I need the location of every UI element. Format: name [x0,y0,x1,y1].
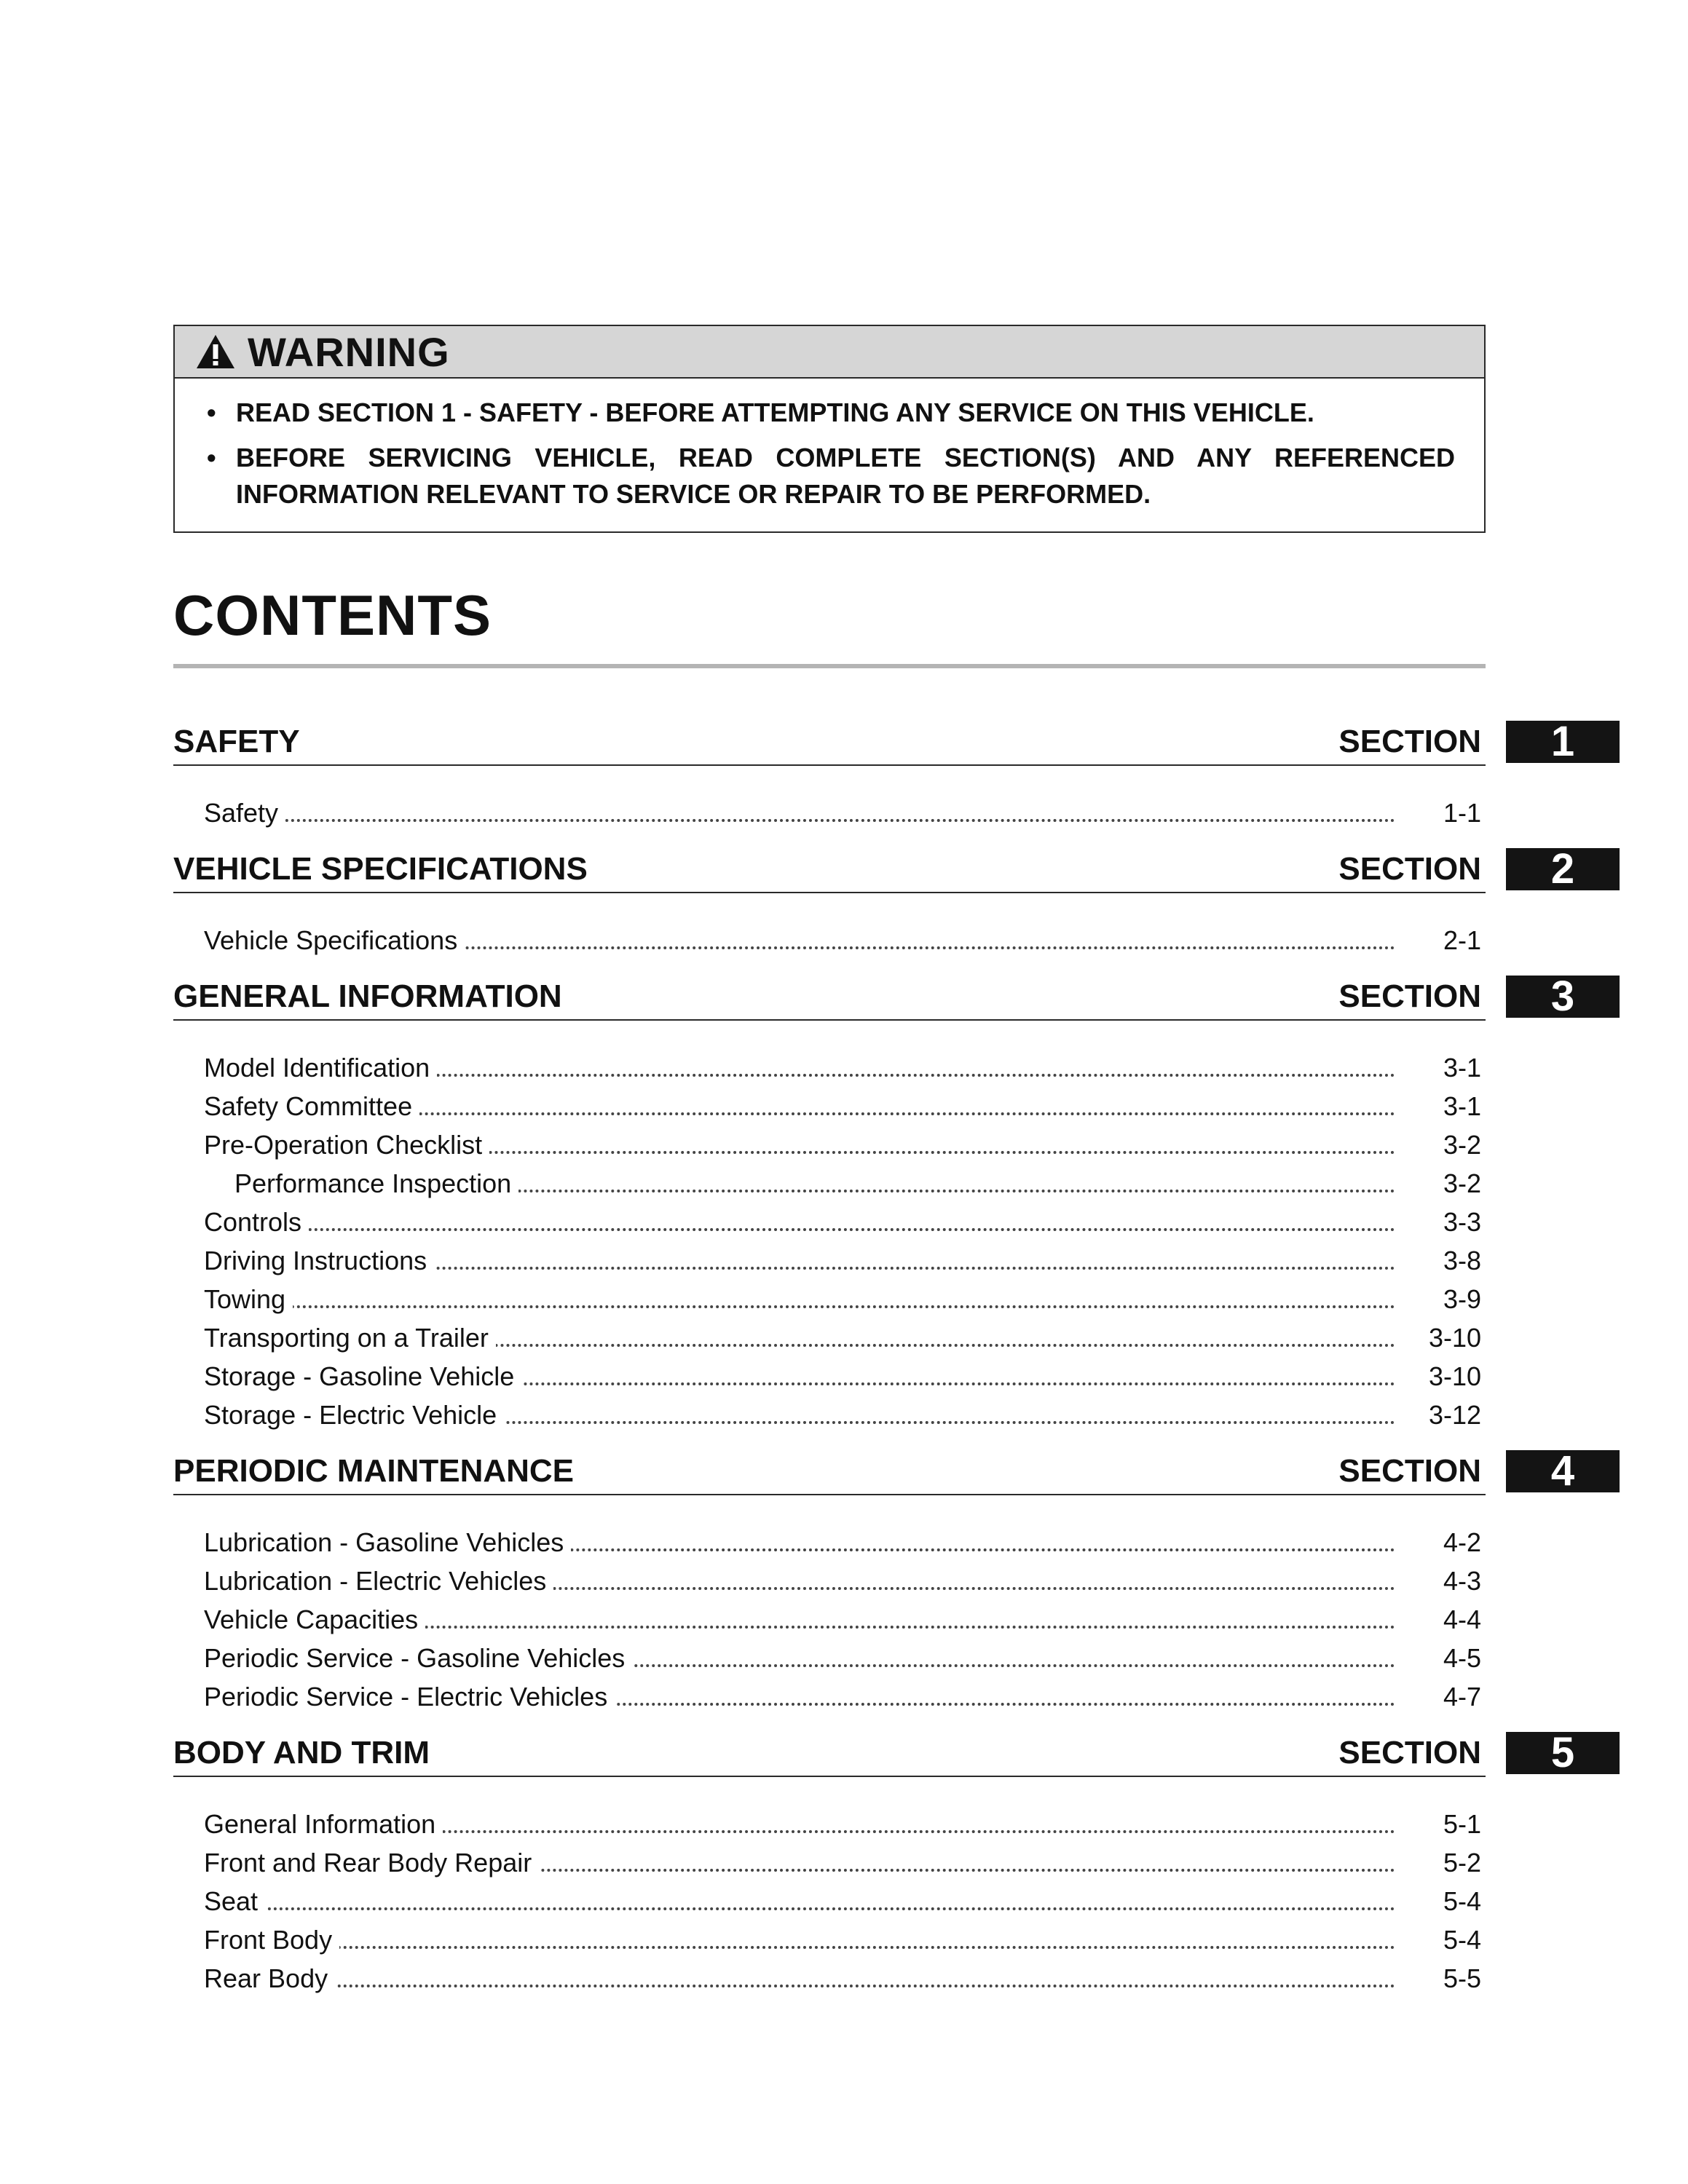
toc-entry-page: 3-10 [1428,1361,1481,1391]
toc-entry-page: 5-5 [1443,1963,1481,1993]
toc-entry-label: Seat [204,1886,265,1918]
section-label: SECTION [1338,724,1481,759]
dot-leader [204,819,1395,822]
section-title: BODY AND TRIM [173,1735,430,1770]
toc-entry-page: 3-1 [1443,1053,1481,1083]
warning-item [207,440,1455,513]
toc-entry-page: 4-4 [1443,1605,1481,1634]
section-title: SAFETY [173,724,300,759]
section-periodic-maintenance [173,1447,1575,1713]
toc-list [173,1045,1486,1431]
toc-entry[interactable] [204,1354,1486,1393]
toc-entry-page: 5-4 [1443,1925,1481,1955]
toc-entry-label: Performance Inspection [204,1168,518,1200]
toc-entry[interactable] [204,1956,1486,1995]
toc-entry[interactable] [204,1918,1486,1956]
warning-item-text: BEFORE SERVICING VEHICLE, READ COMPLETE SECTION(S) AND ANY REFERENCED INFORMATION RELEVANT TO SERVICE OR REPAIR TO BE PERFORMED. [236,443,1455,509]
section-tab[interactable]: 2 [1506,848,1620,890]
section-title: GENERAL INFORMATION [173,978,562,1014]
toc-entry[interactable] [204,1840,1486,1879]
section-header [173,1729,1575,1777]
toc-entry-label: Controls [204,1206,309,1238]
toc-entry[interactable] [204,791,1486,829]
toc-entry-label: Pre-Operation Checklist [204,1129,489,1161]
toc-entry-page: 4-3 [1443,1566,1481,1596]
toc-entry[interactable] [204,1559,1486,1597]
toc-entry-page: 5-1 [1443,1809,1481,1839]
toc-entry-page: 5-2 [1443,1848,1481,1878]
toc-list [173,1802,1486,1995]
toc-entry-label: Transporting on a Trailer [204,1322,496,1354]
section-header [173,845,1575,893]
section-header [173,1447,1575,1495]
toc-entry-label: Safety Committee [204,1091,419,1123]
section-safety [173,718,1575,829]
toc-entry-page: 2-1 [1443,925,1481,955]
section-body-and-trim [173,1729,1575,1995]
bullet-icon: • [207,443,216,472]
toc-entry[interactable] [204,1802,1486,1840]
dot-leader [204,1985,1395,1987]
section-header [173,718,1575,766]
section-tab[interactable]: 1 [1506,721,1620,763]
warning-triangle-icon [195,333,236,370]
toc-entry[interactable] [204,918,1486,957]
toc-entry[interactable] [204,1636,1486,1674]
toc-entry-label: Driving Instructions [204,1245,434,1277]
toc-entry-label: Model Identification [204,1052,437,1084]
toc-entry[interactable] [204,1393,1486,1431]
toc-entry-label: Periodic Service - Gasoline Vehicles [204,1642,632,1674]
toc-entry-label: Storage - Electric Vehicle [204,1399,504,1431]
contents-title: CONTENTS [173,583,492,647]
toc-entry-page: 4-2 [1443,1527,1481,1557]
toc-entry-page: 5-4 [1443,1886,1481,1916]
toc-entry-label: Vehicle Specifications [204,925,465,957]
toc-entry-page: 3-2 [1443,1168,1481,1198]
section-tab[interactable]: 5 [1506,1732,1620,1774]
toc-entry[interactable] [204,1200,1486,1238]
section-tab[interactable]: 4 [1506,1450,1620,1492]
toc-entry[interactable] [204,1084,1486,1123]
section-header [173,973,1575,1021]
toc-list [173,918,1486,957]
toc-entry[interactable] [204,1597,1486,1636]
toc-entry-page: 4-5 [1443,1643,1481,1673]
toc-entry[interactable] [204,1674,1486,1713]
toc-entry-page: 3-1 [1443,1091,1481,1121]
toc-list [173,791,1486,829]
toc-entry-label: Storage - Gasoline Vehicle [204,1361,521,1393]
toc-subentry[interactable] [204,1161,1486,1200]
toc-entry-label: Towing [204,1283,293,1315]
toc-entry-label: Front Body [204,1924,339,1956]
warning-list [207,395,1455,521]
toc-list [173,1520,1486,1713]
toc-entry-page: 1-1 [1443,798,1481,828]
dot-leader [204,1228,1395,1231]
dot-leader [204,1305,1395,1308]
section-label: SECTION [1338,1453,1481,1489]
toc-entry[interactable] [204,1520,1486,1559]
section-label: SECTION [1338,1735,1481,1770]
toc-entry-page: 4-7 [1443,1682,1481,1712]
toc-entry[interactable] [204,1123,1486,1161]
section-label: SECTION [1338,978,1481,1014]
toc-entry-label: Safety [204,797,285,829]
toc-entry-page: 3-10 [1428,1323,1481,1353]
toc-entry-label: Lubrication - Gasoline Vehicles [204,1527,571,1559]
section-tab[interactable]: 3 [1506,976,1620,1018]
toc-entry[interactable] [204,1045,1486,1084]
toc-entry-page: 3-3 [1443,1207,1481,1237]
warning-item [207,395,1455,431]
toc-entry-label: Front and Rear Body Repair [204,1847,539,1879]
section-title: PERIODIC MAINTENANCE [173,1453,575,1489]
toc-entry[interactable] [204,1315,1486,1354]
toc-entry-label: General Information [204,1808,443,1840]
bullet-icon: • [207,397,216,427]
toc-entry-page: 3-9 [1443,1284,1481,1314]
toc-entry[interactable] [204,1879,1486,1918]
contents-divider [173,664,1486,668]
dot-leader [204,1907,1395,1910]
toc-entry-label: Lubrication - Electric Vehicles [204,1565,553,1597]
toc-entry-label: Vehicle Capacities [204,1604,425,1636]
toc-entry-label: Rear Body [204,1963,335,1995]
toc-entry-page: 3-12 [1428,1400,1481,1430]
toc-entry-label: Periodic Service - Electric Vehicles [204,1681,615,1713]
toc-entry[interactable] [204,1277,1486,1315]
section-vehicle-specifications [173,845,1575,957]
dot-leader [204,1946,1395,1949]
warning-header [175,326,1484,379]
section-general-information [173,973,1575,1431]
toc-entry[interactable] [204,1238,1486,1277]
section-label: SECTION [1338,851,1481,887]
warning-box [173,325,1486,533]
warning-item-text: READ SECTION 1 - SAFETY - BEFORE ATTEMPTING ANY SERVICE ON THIS VEHICLE. [236,397,1314,427]
section-title: VEHICLE SPECIFICATIONS [173,851,588,887]
toc-entry-page: 3-2 [1443,1130,1481,1160]
warning-title: WARNING [248,328,450,375]
toc-entry-page: 3-8 [1443,1246,1481,1275]
